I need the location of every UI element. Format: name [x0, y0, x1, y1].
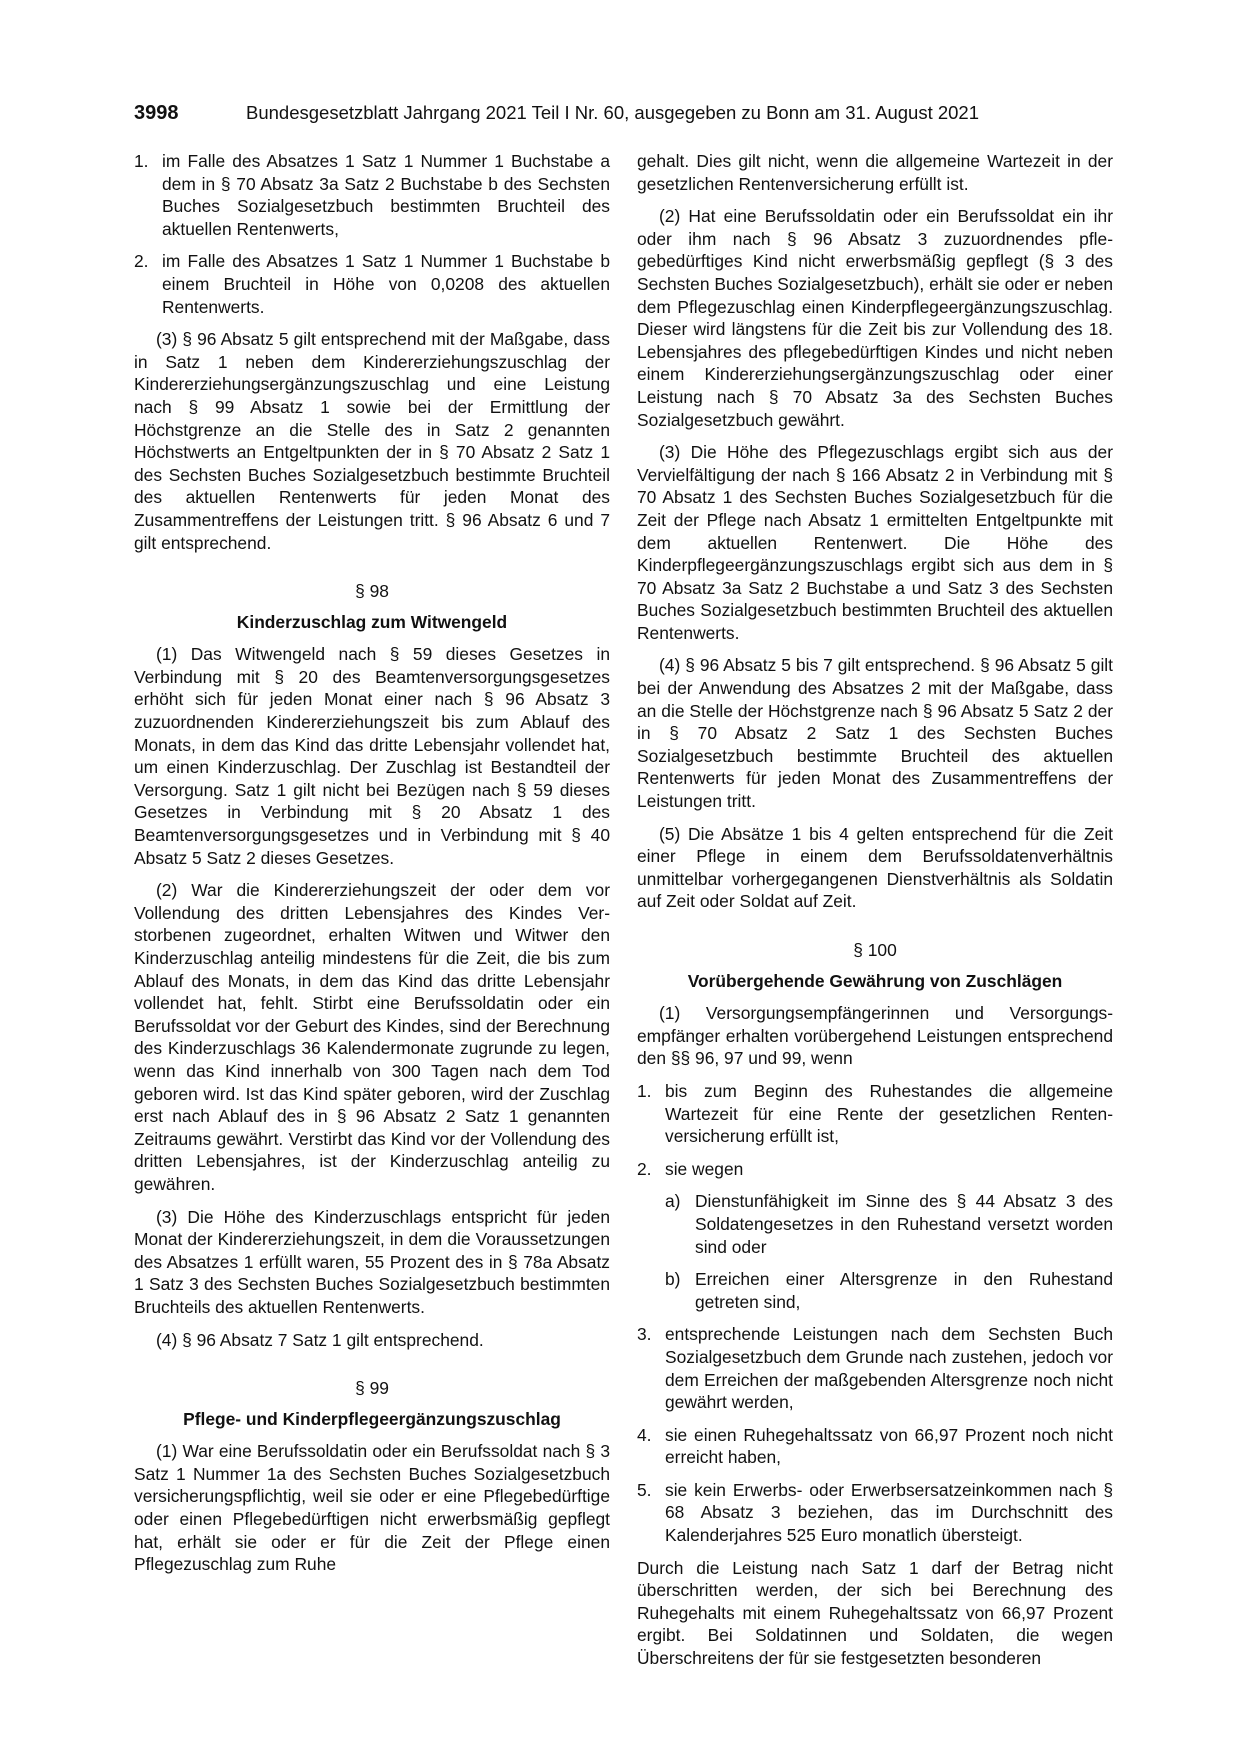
paragraph-continuation: gehalt. Dies gilt nicht, wenn die allgemeine Wartezeit in der gesetzlichen Rentenversicherung erfüllt ist.	[637, 151, 1113, 194]
list-item	[637, 1479, 1113, 1547]
list-item	[637, 1080, 1113, 1148]
section-number: § 98	[355, 581, 389, 602]
list-item	[637, 1323, 1113, 1413]
running-title: Bundesgesetzblatt Jahrgang 2021 Teil I Nr. 60, ausgegeben zu Bonn am 31. August 2021	[246, 102, 979, 123]
list-item	[637, 1424, 1113, 1469]
paragraph: (1) War eine Berufssoldatin oder ein Berufssoldat nach § 3 Satz 1 Nummer 1a des Sechsten Buches Sozialgesetzbuch versicherungspflichtig, weil sie oder er eine Pflegebedürftige oder einen Pflegebedürftigen nicht erwerbsmäßig gepflegt hat, erhält sie oder er für die Zeit der Pflege einen Pflegezuschlag zum Ruhe	[134, 1441, 610, 1575]
section-title: Pflege- und Kinderpflegeergänzungszuschlag	[183, 1408, 561, 1429]
paragraph: (2) War die Kindererziehungszeit der oder dem vor Vollendung des dritten Lebensjahres des Kindes Verstorbenen zugeordnet, erhalten Witwen und Witwer den Kinderzuschlag anteilig mindestens für die Zeit, die bis zum Ablauf des Monats, in dem das Kind das dritte Lebensjahr vollendet hat, fehlt. Stirbt eine Berufssoldatin oder ein Berufssoldat vor der Geburt des Kindes, sind der Berechnung des Kinderzuschlags 36 Kalendermonate zugrunde zu legen, wenn das Kind innerhalb von 300 Tagen nach dem Tod geboren wird. Ist das Kind später geboren, wird der Zuschlag erst nach Ablauf des in § 96 Absatz 2 Satz 1 genannten Zeitraums gewährt. Verstirbt das Kind vor der Vollendung des dritten Lebensjahres, ist der Kinderzuschlag anteilig zu gewähren.	[134, 880, 610, 1194]
paragraph: (3) Die Höhe des Kinderzuschlags entspricht für jeden Monat der Kindererziehungszeit, in dem die Voraussetzungen des Absatzes 1 erfüllt waren, 55 Prozent des in § 78a Absatz 1 Satz 3 des Sechsten Buches Sozialgesetzbuch bestimmten Bruchteils des aktuellen Rentenwerts.	[134, 1206, 610, 1317]
paragraph: Durch die Leistung nach Satz 1 darf der Betrag nicht überschritten werden, der sich bei Berechnung des Ruhegehalts mit einem Ruhegehaltssatz von 66,97 Prozent ergibt. Bei Soldatinnen und Soldaten, die wegen Überschreitens der für sie festgesetzten besonderen	[637, 1557, 1113, 1669]
list-item-text: bis zum Beginn des Ruhestandes die allgemeine Wartezeit für eine Rente der gesetzlichen Rentenversicherung erfüllt ist,	[665, 1080, 1113, 1147]
paragraph: (1) Versorgungsempfängerinnen und Versorgungsempfänger erhalten vorübergehend Leistungen entsprechend den §§ 96, 97 und 99, wenn	[637, 1003, 1113, 1069]
list-item-text: sie kein Erwerbs- oder Erwerbsersatzeinkommen nach § 68 Absatz 3 beziehen, das im Durchschnitt des Kalenderjahres 525 Euro monatlich übersteigt.	[665, 1479, 1113, 1546]
list-item-text: im Falle des Absatzes 1 Satz 1 Nummer 1 Buchstabe b einem Bruchteil in Höhe von 0,0208 des aktuellen Rentenwerts.	[162, 251, 610, 317]
paragraph: (4) § 96 Absatz 5 bis 7 gilt entsprechend. § 96 Absatz 5 gilt bei der Anwendung des Absatzes 2 mit der Maßgabe, dass an die Stelle der Höchstgrenze nach § 96 Absatz 5 Satz 2 der in § 70 Absatz 2 Satz 1 des Sechsten Buches Sozialgesetzbuch bestimmte Bruchteil des aktuellen Rentenwerts für jeden Monat des Zusammentreffens der Leistungen tritt.	[637, 655, 1113, 812]
sub-list-item-text: Erreichen einer Altersgrenze in den Ruhestand getreten sind,	[695, 1269, 1113, 1312]
sub-list-item-letter: a)	[665, 1191, 681, 1212]
section-title: Vorübergehende Gewährung von Zuschlägen	[687, 970, 1063, 991]
list-item-number: 1.	[134, 151, 149, 171]
sub-list-item	[637, 1268, 1113, 1313]
list-item	[637, 1158, 1113, 1181]
list-item-text: entsprechende Leistungen nach dem Sechsten Buch Sozialgesetzbuch dem Grunde nach zustehen, jedoch vor dem Erreichen der maßgebenden Altersgrenze noch nicht gewährt werden,	[665, 1324, 1113, 1413]
section-number: § 99	[355, 1378, 389, 1399]
list-item-number: 2.	[134, 251, 149, 272]
page-number: 3998	[134, 102, 179, 124]
paragraph: (5) Die Absätze 1 bis 4 gelten entsprechend für die Zeit einer Pflege in einem dem Berufssoldatenverhältnis unmittelbar vorhergegangenen Dienstverhältnis als Soldatin auf Zeit oder Soldat auf Zeit.	[637, 823, 1113, 912]
left-column	[134, 150, 610, 1586]
sub-list-item-letter: b)	[665, 1269, 681, 1290]
paragraph: (1) Das Witwengeld nach § 59 dieses Gesetzes in Verbindung mit § 20 des Beamtenversorgungsgesetzes erhöht sich für jeden Monat einer nach § 96 Absatz 3 zuzuordnenden Kindererziehungszeit bis zum Ablauf des Monats, in dem das Kind das dritte Lebensjahr vollendet hat, um einen Kinderzuschlag. Der Zuschlag ist Bestandteil der Versorgung. Satz 1 gilt nicht bei Bezügen nach § 59 dieses Gesetzes in Verbindung mit § 20 Absatz 1 des Beamtenversorgungsgesetzes und in Verbindung mit § 40 Absatz 5 Satz 2 dieses Gesetzes.	[134, 644, 610, 868]
list-item-text: im Falle des Absatzes 1 Satz 1 Nummer 1 Buchstabe a dem in § 70 Absatz 3a Satz 2 Buchstabe b des Sechsten Buches Sozialgesetzbuch bestimmten Bruchteil des aktuellen Rentenwerts,	[162, 151, 610, 239]
section-number: § 100	[853, 940, 897, 960]
list-item-number: 2.	[637, 1158, 652, 1179]
list-item-text: sie einen Ruhegehaltssatz von 66,97 Prozent noch nicht erreicht haben,	[665, 1424, 1113, 1468]
list-item-number: 1.	[637, 1080, 652, 1101]
page-header	[134, 102, 1114, 130]
sub-list-item	[637, 1190, 1113, 1258]
paragraph: (3) Die Höhe des Pflegezuschlags ergibt sich aus der Vervielfältigung der nach § 166 Absatz 2 in Verbindung mit § 70 Absatz 1 des Sechsten Buches Sozialgesetzbuch für die Zeit der Pflege nach Absatz 1 ermittelten Entgeltpunkte mit dem aktuellen Rentenwert. Die Höhe des Kinderpflegeergänzungszuschlags ergibt sich aus dem in § 70 Absatz 3a Satz 2 Buchstabe a und Satz 3 des Sechsten Buches Sozialgesetzbuch bestimmten Bruchteil des aktuellen Rentenwerts.	[637, 442, 1113, 643]
paragraph: (4) § 96 Absatz 7 Satz 1 gilt entsprechend.	[156, 1329, 484, 1350]
paragraph: (3) § 96 Absatz 5 gilt entsprechend mit der Maßgabe, dass in Satz 1 neben dem Kindererziehungszuschlag der Kindererziehungsergänzungszuschlag und eine Leistung nach § 99 Absatz 1 sowie bei der Ermittlung der Höchstgrenze an die Stelle des in Satz 2 genannten Höchstwerts an Entgeltpunkten der in § 70 Absatz 2 Satz 1 des Sechsten Buches Sozialgesetzbuch bestimmte Bruchteil des aktuellen Rentenwerts für jeden Monat des Zusammentreffens der Leistungen tritt. § 96 Absatz 6 und 7 gilt entsprechend.	[134, 329, 610, 553]
list-item-number: 5.	[637, 1479, 652, 1500]
list-item-number: 4.	[637, 1424, 652, 1445]
paragraph: (2) Hat eine Berufssoldatin oder ein Berufssoldat ein ihr oder ihm nach § 96 Absatz 3 zuzuordnendes pflegebedürftiges Kind nicht erwerbsmäßig gepflegt (§ 3 des Sechsten Buches Sozialgesetzbuch), erhält sie oder er neben dem Pflegezuschlag einen Kinderpflegeergänzungszuschlag. Dieser wird längstens für die Zeit bis zur Vollendung des 18. Lebensjahres des pflegebedürftigen Kindes und nicht neben einem Kindererziehungsergänzungszuschlag oder einer Leistung nach § 70 Absatz 3a des Sechsten Buches Sozialgesetzbuch gewährt.	[637, 206, 1113, 430]
list-item	[134, 250, 610, 318]
list-item-text: sie wegen	[665, 1158, 744, 1179]
right-column	[637, 150, 1113, 1680]
list-item-number: 3.	[637, 1324, 652, 1345]
section-title: Kinderzuschlag zum Witwengeld	[236, 611, 508, 632]
list-item	[134, 150, 610, 240]
sub-list-item-text: Dienstunfähigkeit im Sinne des § 44 Absatz 3 des Soldatengesetzes in den Ruhestand versetzt worden sind oder	[695, 1191, 1113, 1257]
